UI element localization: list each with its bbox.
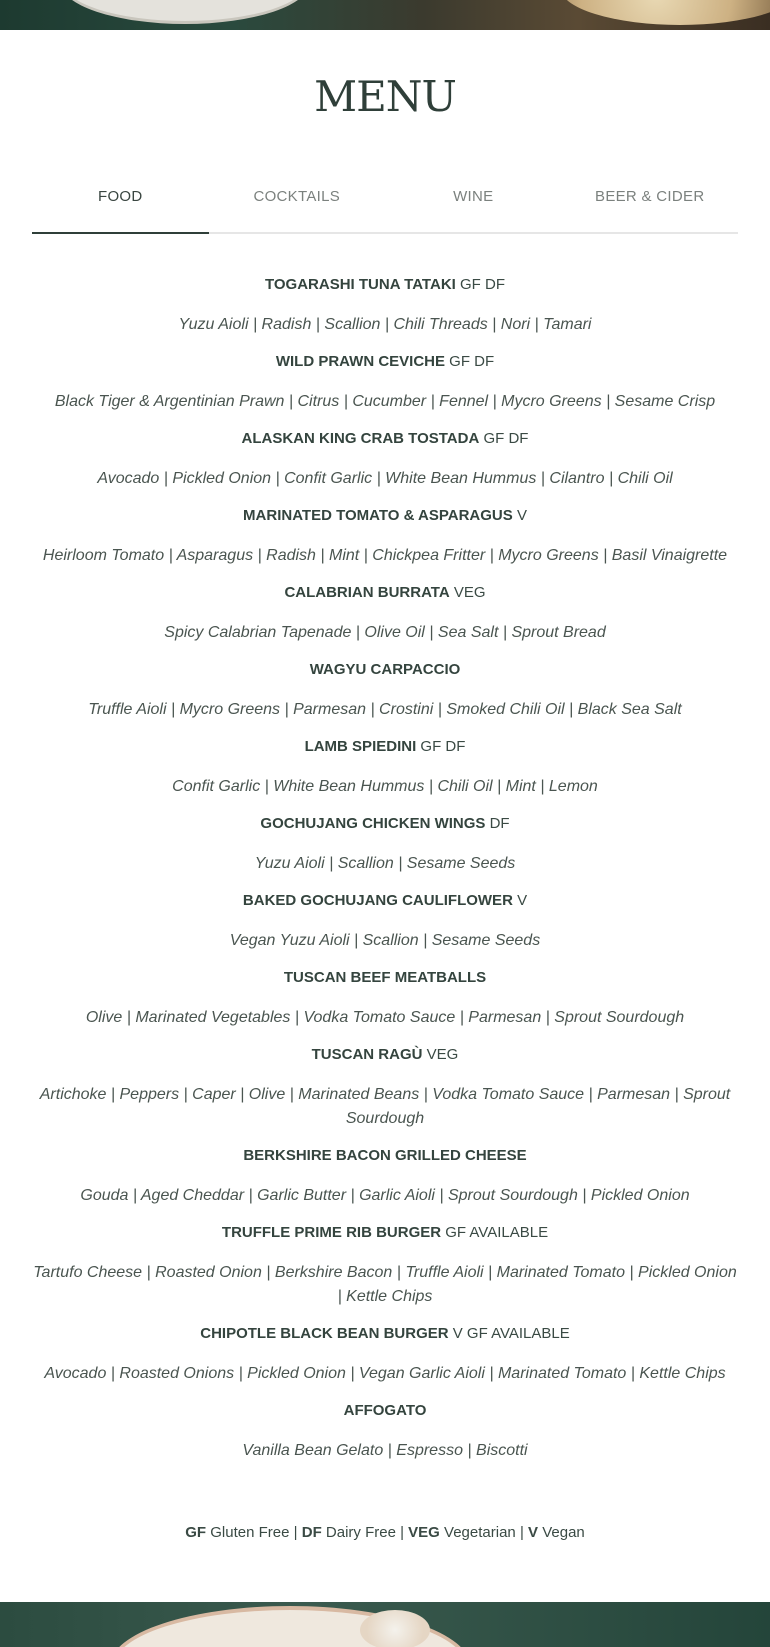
legend-abbr: VEG — [408, 1524, 440, 1541]
legend-separator: | — [519, 1524, 524, 1541]
tab-wine[interactable]: WINE — [453, 188, 494, 205]
legend-abbr: V — [528, 1524, 539, 1541]
item-description: Artichoke | Peppers | Caper | Olive | Marinated Beans | Vodka Tomato Sauce | Parmesan | Sprout Sourdough — [39, 1086, 731, 1127]
item-description: Olive | Marinated Vegetables | Vodka Tomato Sauce | Parmesan | Sprout Sourdough — [85, 1009, 685, 1026]
item-name: WAGYU CARPACCIO — [309, 661, 461, 678]
menu-item — [32, 270, 738, 337]
item-name: TUSCAN BEEF MEATBALLS — [283, 969, 487, 986]
item-description: Yuzu Aioli | Scallion | Sesame Seeds — [254, 855, 516, 872]
item-description: Avocado | Roasted Onions | Pickled Onion | Vegan Garlic Aioli | Marinated Tomato | Kettle Chips — [44, 1365, 726, 1382]
item-name: ALASKAN KING CRAB TOSTADA — [241, 430, 480, 447]
item-tags: GF DF — [449, 353, 495, 370]
item-name: AFFOGATO — [343, 1402, 427, 1419]
item-name: TRUFFLE PRIME RIB BURGER — [221, 1224, 442, 1241]
plate-image — [60, 0, 310, 24]
legend-label: Vegan — [542, 1524, 585, 1541]
item-description: Confit Garlic | White Bean Hummus | Chili Oil | Mint | Lemon — [172, 778, 598, 795]
menu-item — [32, 501, 738, 568]
item-tags: DF — [489, 815, 510, 832]
item-tags: V — [517, 892, 528, 909]
tab-cocktails[interactable]: COCKTAILS — [253, 188, 341, 205]
menu-item — [32, 347, 738, 414]
menu-item — [32, 1319, 738, 1386]
menu-title: MENU — [314, 72, 456, 121]
item-name: BERKSHIRE BACON GRILLED CHEESE — [243, 1147, 527, 1164]
item-description: Tartufo Cheese | Roasted Onion | Berkshire Bacon | Truffle Aioli | Marinated Tomato | Pickled Onion | Kettle Chips — [33, 1264, 737, 1305]
item-name: MARINATED TOMATO & ASPARAGUS — [243, 507, 513, 524]
menu-item — [32, 1218, 738, 1309]
legend-abbr: GF — [185, 1524, 207, 1541]
hero-image-top — [0, 0, 770, 30]
item-tags: GF AVAILABLE — [445, 1224, 549, 1241]
dietary-legend — [32, 1520, 738, 1546]
item-description: Truffle Aioli | Mycro Greens | Parmesan | Crostini | Smoked Chili Oil | Black Sea Salt — [88, 701, 682, 718]
item-name: BAKED GOCHUJANG CAULIFLOWER — [242, 892, 513, 909]
hero-image-bottom — [0, 1602, 770, 1647]
menu-items — [32, 270, 738, 1473]
item-name: TOGARASHI TUNA TATAKI — [265, 276, 456, 293]
menu-item — [32, 424, 738, 491]
legend-label: Gluten Free — [210, 1524, 290, 1541]
menu-item — [32, 1396, 738, 1463]
menu-item — [32, 1040, 738, 1131]
menu-item — [32, 963, 738, 1030]
menu-item — [32, 655, 738, 722]
item-description: Gouda | Aged Cheddar | Garlic Butter | Garlic Aioli | Sprout Sourdough | Pickled Onion — [80, 1187, 690, 1204]
tab-food[interactable]: FOOD — [32, 174, 209, 232]
item-tags: V GF AVAILABLE — [452, 1325, 570, 1342]
item-tags: VEG — [426, 1046, 459, 1063]
tab-beer-cider[interactable]: BEER & CIDER — [595, 188, 705, 205]
menu-item — [32, 1141, 738, 1208]
legend-label: Dairy Free — [325, 1524, 396, 1541]
item-description: Spicy Calabrian Tapenade | Olive Oil | Sea Salt | Sprout Bread — [164, 624, 606, 641]
item-name: CALABRIAN BURRATA — [284, 584, 450, 601]
item-description: Avocado | Pickled Onion | Confit Garlic | White Bean Hummus | Cilantro | Chili Oil — [97, 470, 673, 487]
item-name: CHIPOTLE BLACK BEAN BURGER — [200, 1325, 449, 1342]
item-description: Heirloom Tomato | Asparagus | Radish | Mint | Chickpea Fritter | Mycro Greens | Basil Vinaigrette — [42, 547, 728, 564]
item-description: Vanilla Bean Gelato | Espresso | Biscotti — [242, 1442, 528, 1459]
legend-label: Vegetarian — [444, 1524, 516, 1541]
item-name: LAMB SPIEDINI — [304, 738, 417, 755]
menu-item — [32, 732, 738, 799]
menu-item — [32, 809, 738, 876]
item-tags: VEG — [453, 584, 486, 601]
item-name: TUSCAN RAGÙ — [311, 1046, 423, 1063]
menu-item — [32, 886, 738, 953]
item-tags: GF DF — [420, 738, 466, 755]
legend-separator: | — [400, 1524, 404, 1541]
item-tags: GF DF — [460, 276, 505, 293]
menu-tabs — [32, 174, 738, 234]
item-name: GOCHUJANG CHICKEN WINGS — [260, 815, 486, 832]
item-tags: GF DF — [483, 430, 529, 447]
food-image — [560, 0, 770, 25]
legend-separator: | — [293, 1524, 298, 1541]
item-name: WILD PRAWN CEVICHE — [275, 353, 445, 370]
item-description: Vegan Yuzu Aioli | Scallion | Sesame Seeds — [229, 932, 541, 949]
item-description: Black Tiger & Argentinian Prawn | Citrus | Cucumber | Fennel | Mycro Greens | Sesame Crisp — [54, 393, 716, 410]
menu-item — [32, 578, 738, 645]
item-tags: V — [516, 507, 527, 524]
item-description: Yuzu Aioli | Radish | Scallion | Chili Threads | Nori | Tamari — [178, 316, 592, 333]
garnish-image — [360, 1610, 430, 1647]
legend-abbr: DF — [301, 1524, 322, 1541]
